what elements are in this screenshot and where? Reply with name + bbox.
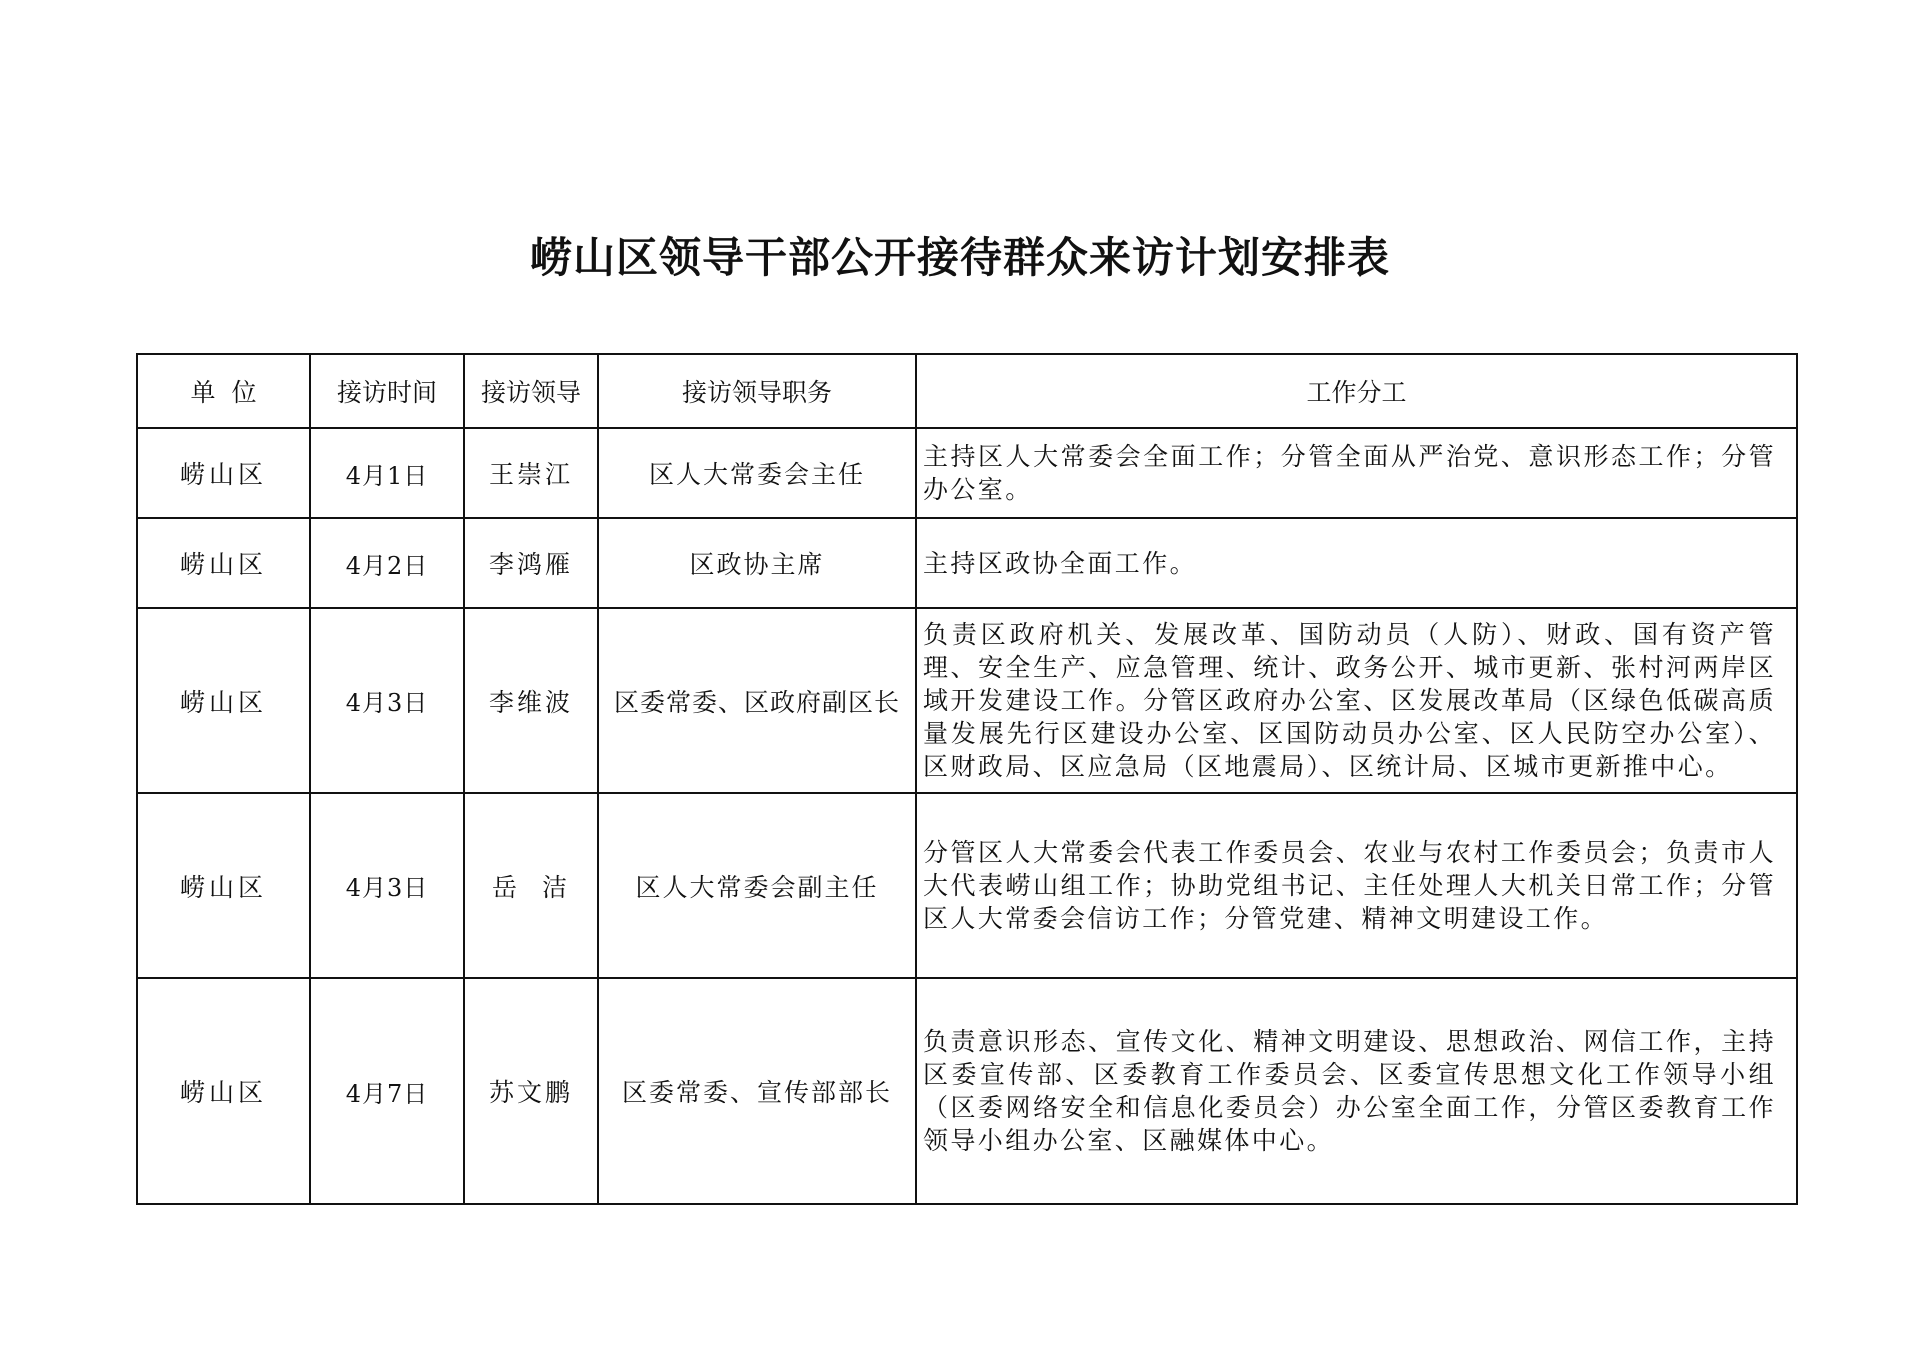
- schedule-table: [136, 353, 1798, 1205]
- cell-leader: 李维波: [464, 608, 598, 793]
- cell-unit: 崂山区: [137, 518, 310, 608]
- table-row: [137, 428, 1797, 518]
- header-row: [137, 354, 1797, 428]
- cell-leader: 王崇江: [464, 428, 598, 518]
- cell-unit: 崂山区: [137, 428, 310, 518]
- table-body: [137, 428, 1797, 1204]
- table-row: [137, 518, 1797, 608]
- cell-duties: 分管区人大常委会代表工作委员会、农业与农村工作委员会；负责市人大代表崂山组工作；协助党组书记、主任处理人大机关日常工作；分管区人大常委会信访工作；分管党建、精神文明建设工作。: [916, 793, 1797, 978]
- table-row: [137, 608, 1797, 793]
- cell-duties: 主持区人大常委会全面工作；分管全面从严治党、意识形态工作；分管办公室。: [916, 428, 1797, 518]
- table-row: [137, 793, 1797, 978]
- cell-unit: 崂山区: [137, 608, 310, 793]
- cell-date: 4月7日: [310, 978, 464, 1204]
- cell-duties: 负责意识形态、宣传文化、精神文明建设、思想政治、网信工作，主持区委宣传部、区委教育工作委员会、区委宣传思想文化工作领导小组（区委网络安全和信息化委员会）办公室全面工作，分管区委教育工作领导小组办公室、区融媒体中心。: [916, 978, 1797, 1204]
- cell-position: 区人大常委会副主任: [598, 793, 916, 978]
- table-row: [137, 978, 1797, 1204]
- cell-position: 区政协主席: [598, 518, 916, 608]
- header-leader: 接访领导: [464, 354, 598, 428]
- header-position: 接访领导职务: [598, 354, 916, 428]
- cell-unit: 崂山区: [137, 793, 310, 978]
- header-unit: 单 位: [137, 354, 310, 428]
- cell-date: 4月1日: [310, 428, 464, 518]
- header-duties: 工作分工: [916, 354, 1797, 428]
- cell-leader: 岳 洁: [464, 793, 598, 978]
- cell-position: 区委常委、宣传部部长: [598, 978, 916, 1204]
- cell-position: 区人大常委会主任: [598, 428, 916, 518]
- cell-unit: 崂山区: [137, 978, 310, 1204]
- table-header: [137, 354, 1797, 428]
- page-title: 崂山区领导干部公开接待群众来访计划安排表: [529, 233, 1390, 282]
- cell-leader: 苏文鹏: [464, 978, 598, 1204]
- cell-date: 4月3日: [310, 608, 464, 793]
- cell-position: 区委常委、区政府副区长: [598, 608, 916, 793]
- cell-duties: 主持区政协全面工作。: [916, 518, 1797, 608]
- cell-date: 4月2日: [310, 518, 464, 608]
- header-date: 接访时间: [310, 354, 464, 428]
- cell-date: 4月3日: [310, 793, 464, 978]
- cell-leader: 李鸿雁: [464, 518, 598, 608]
- cell-duties: 负责区政府机关、发展改革、国防动员（人防）、财政、国有资产管理、安全生产、应急管理、统计、政务公开、城市更新、张村河两岸区域开发建设工作。分管区政府办公室、区发展改革局（区绿色低碳高质量发展先行区建设办公室、区国防动员办公室、区人民防空办公室）、区财政局、区应急局（区地震局）、区统计局、区城市更新推中心。: [916, 608, 1797, 793]
